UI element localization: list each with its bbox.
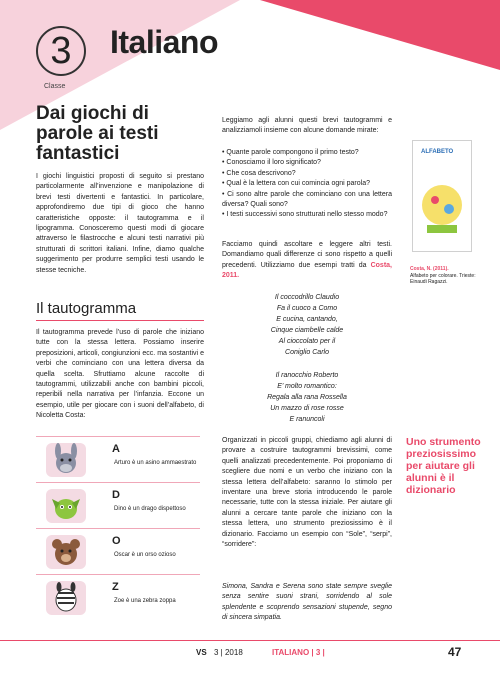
question-item: • I testi successivi sono strutturati nello stesso modo? (222, 211, 388, 219)
bottom-paragraph: Organizzati in piccoli gruppi, chiediamo agli alunni di provare a costruire tautogrammi brevissimi, come quelli analizzati precedentemente. Poi proponiamo di scegliere due nomi e un verbo che iniziano con la stessa lettera dell’alfabeto: saranno lo stimolo per inventare una breve storia introducendo le parole necessarie, tutte con la stessa iniziale. Per aiutare gli alunni a cercare tante parole che iniziano con la stessa lettera, uno strumento preziosissimo è il dizionario. Facciamo un esempio con “Sole”, “serpi”, “sorridere”: (222, 437, 392, 549)
question-item: • Qual è la lettera con cui comincia ogni parola? (222, 180, 370, 188)
poem-1 (222, 292, 392, 358)
poem-line: E’ molto romantico: (277, 383, 337, 390)
card-z (36, 574, 200, 625)
article-title: Dai giochi di parole ai testi fantastici (36, 103, 159, 164)
card-d (36, 482, 200, 529)
book-illustration (417, 165, 467, 245)
question-item: • Che cosa descrivono? (222, 169, 296, 177)
footer-brand: VS (196, 648, 207, 657)
card-a (36, 436, 200, 483)
class-label: Classe (44, 83, 66, 90)
card-letter: Z (112, 581, 119, 593)
question-item: • Quante parole compongono il primo testo? (222, 149, 359, 156)
book-caption (410, 266, 480, 286)
section-divider (36, 320, 204, 321)
poem-line: Il coccodrillo Claudio (274, 294, 340, 301)
card-letter: O (112, 535, 121, 547)
poem-line: Un mazzo di rose rosse (270, 405, 344, 412)
corner-decoration-right (260, 0, 500, 70)
card-text: Dino è un drago dispettoso (114, 506, 186, 512)
section-paragraph: Il tautogramma prevede l’uso di parole che iniziano tutte con la stessa lettera. Possiamo inserire preposizioni, articoli, congiunzioni ecc. ma sostantivi e verbi che cominciano con una lettera diversa da quella scelta. Sfruttiamo alcune raccolte di tautogrammi, utilizzabili anche con bambini piccoli, reperibili nella narrativa per l’infanzia. Eccone un esempio, utile per giocare con i suoni dell’alfabeto, di Nicoletta Costa: (36, 329, 204, 420)
book-cover-title: ALFABETO (421, 149, 454, 155)
dragon-icon (46, 489, 86, 523)
poem-line: Coniglio Carlo (285, 349, 329, 356)
class-number-badge: 3 (36, 26, 86, 76)
middle-paragraph-2 (222, 240, 392, 282)
card-text: Oscar è un orso ozioso (114, 552, 176, 558)
questions-list (222, 148, 392, 221)
card-letter: D (112, 489, 120, 501)
middle-ref: Costa, 2011. (222, 261, 392, 280)
question-item: • Conosciamo il loro significato? (222, 159, 321, 167)
subject-title: Italiano (110, 24, 219, 60)
card-o (36, 528, 200, 575)
bear-icon (46, 535, 86, 569)
caption-rest: Alfabeto per colorare. Trieste: Einaudi Ragazzi. (410, 272, 476, 285)
poem-line: Al cioccolato per il (278, 338, 336, 345)
card-letter: A (112, 443, 120, 455)
page-number: 47 (448, 645, 462, 659)
book-cover (412, 140, 472, 252)
poem-line: Cinque ciambelle calde (270, 327, 344, 334)
section-heading: Il tautogramma (36, 300, 137, 317)
card-text: Arturo è un asino ammaestrato (114, 460, 197, 466)
poem-line: Fa il cuoco a Como (276, 305, 338, 312)
intro-paragraph: I giochi linguistici proposti di seguito si prestano particolarmente all’invenzione e manipolazione di brevi testi divertenti e fantastici. In particolare, approfondiremo due tipi di gioco che hanno caratteristiche opposte: il tautogramma e il lipogramma. Conosceremo questi modi di giocare attraverso le filastrocche e alcuni testi narrativi più strutturati di scrittori italiani. Infine, diamo qualche suggerimento per produrre semplici testi usando le stesse tecniche. (36, 173, 204, 274)
question-item: • Ci sono altre parole che cominciano con una lettera diversa? Quali sono? (222, 190, 392, 209)
footer-section: ITALIANO | 3 | (272, 648, 325, 657)
poem-line: E cucina, cantando, (276, 316, 338, 323)
middle-paragraph-2-text: Facciamo quindi ascoltare e leggere altri testi. Domandiamo quali differenze ci sono rispetto a quelli precedenti. Utilizziamo due esempi tratti da (222, 241, 392, 269)
pull-quote: Uno strumento preziosissimo per aiutare gli alunni è il dizionario (406, 436, 481, 496)
footer-divider (0, 640, 500, 641)
poem-line: Regala alla rana Rossella (267, 394, 347, 401)
bottom-example: Simona, Sandra e Serena sono state sempre sveglie senza sentire suoni strani, sorridendo al sole splendente e scoprendo sensazioni stupende, segno di sincera simpatia. (222, 583, 392, 622)
caption-author: Costa, N. (2011). (410, 266, 449, 272)
zebra-icon (46, 581, 86, 615)
footer-issue: 3 | 2018 (214, 648, 243, 657)
poem-line: Il ranocchio Roberto (275, 372, 339, 379)
poem-2 (222, 370, 392, 425)
card-text: Zoe è una zebra zoppa (114, 598, 176, 604)
poem-line: E ranuncoli (289, 416, 325, 423)
middle-paragraph-1: Leggiamo agli alunni questi brevi tautogrammi e analizziamoli insieme con alcune domande mirate: (222, 117, 392, 135)
donkey-icon (46, 443, 86, 477)
